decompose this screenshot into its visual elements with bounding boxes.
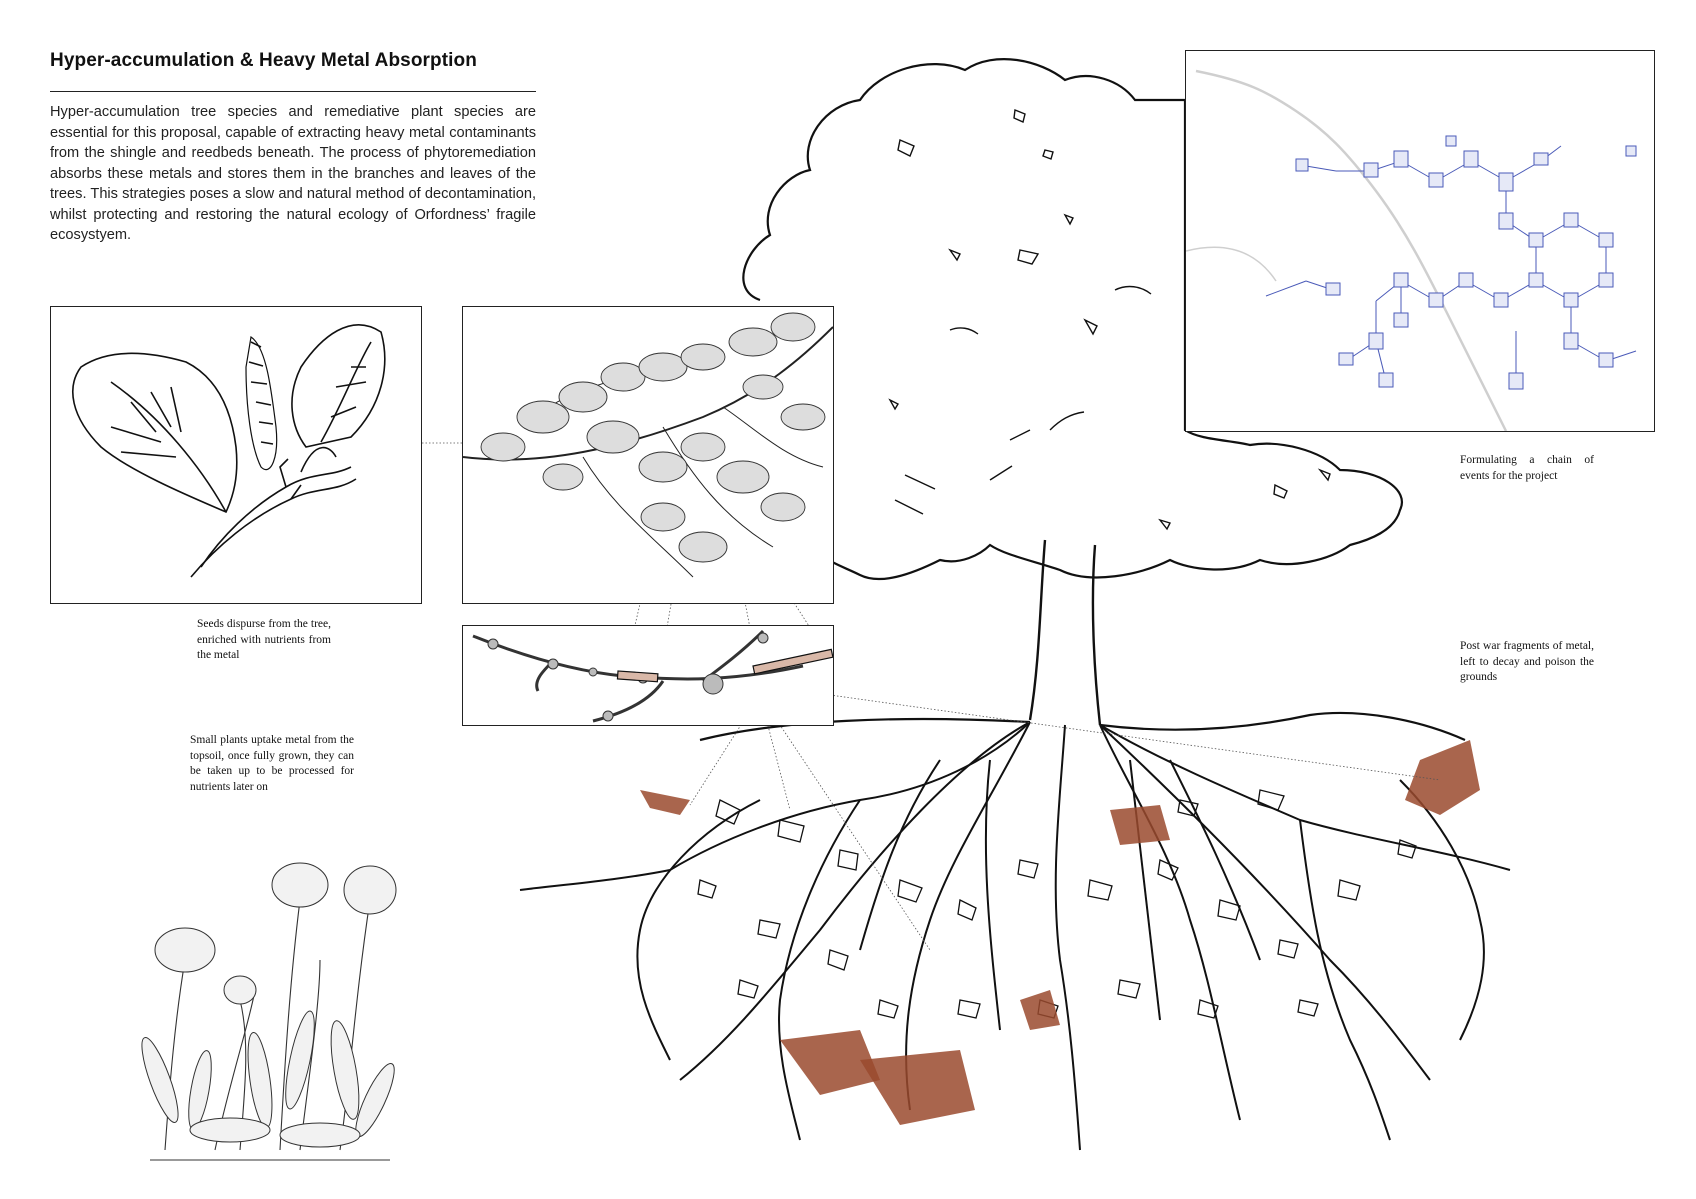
chain-of-events-diagram <box>1186 51 1654 431</box>
small-plants-caption: Small plants uptake metal from the topsoil, once fully grown, they can be taken up to be processed for nutrients later on <box>190 734 354 793</box>
leaf-illustration-panel <box>50 306 422 604</box>
leaf-illustration <box>51 307 421 603</box>
root-system <box>520 722 1510 1150</box>
branch-canopy-panel <box>462 306 834 604</box>
chain-of-events-caption: Formulating a chain of events for the project <box>1460 454 1594 482</box>
tree-trunk <box>1030 540 1100 725</box>
branch-closeup-illustration <box>463 626 833 725</box>
branch-closeup-panel <box>462 625 834 726</box>
metal-fragments-caption: Post war fragments of metal, left to decay and poison the grounds <box>1460 640 1594 683</box>
seeds-caption: Seeds dispurse from the tree, enriched with nutrients from the metal <box>197 618 331 661</box>
chain-of-events-panel <box>1185 50 1655 432</box>
title-divider <box>50 91 536 92</box>
page-title: Hyper-accumulation & Heavy Metal Absorption <box>50 50 477 71</box>
intro-paragraph: Hyper-accumulation tree species and remediative plant species are essential for this proposal, capable of extracting heavy metal contaminants from the shingle and reedbeds beneath. The process of phytoremediation absorbs these metals and stores them in the branches and leaves of the trees. This strategies poses a slow and natural method of decontamination, whilst protecting and restoring the natural ecology of Orfordness’ fragile ecosystyem. <box>50 104 536 243</box>
branch-canopy-illustration <box>463 307 833 603</box>
